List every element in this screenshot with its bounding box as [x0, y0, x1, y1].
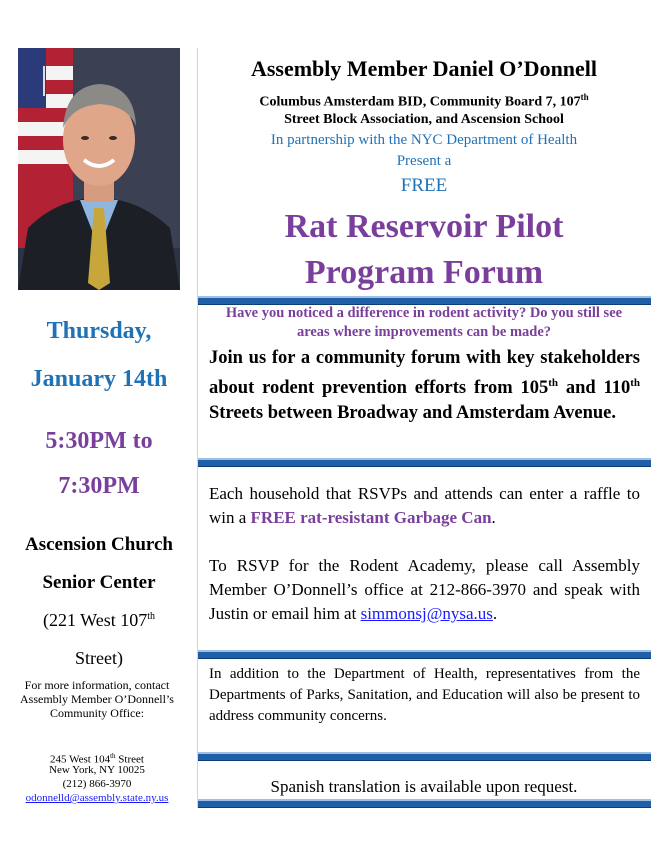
event-title-line-2: Program Forum	[304, 254, 544, 291]
office-street-after: Street	[115, 753, 144, 766]
join-text	[209, 346, 640, 426]
free-label: FREE	[400, 175, 448, 196]
assembly-member-photo	[18, 48, 180, 290]
rsvp-after: .	[492, 604, 498, 623]
join-sup-1: th	[548, 377, 558, 389]
venue-line-2: Senior Center	[42, 572, 156, 593]
venue-line-1: Ascension Church	[25, 534, 173, 555]
rsvp-text	[209, 554, 640, 626]
office-phone: (212) 866-3970	[62, 778, 132, 790]
venue-address-street: Street)	[75, 648, 123, 668]
office-city: New York, NY 10025	[49, 764, 145, 776]
partnership-text: In partnership with the NYC Department of Health	[270, 132, 578, 148]
divider-bar-2	[198, 458, 651, 467]
venue-address-text: (221 West 107	[43, 610, 148, 630]
present-text: Present a	[396, 153, 452, 169]
sponsors-line-2: Street Block Association, and Ascension School	[284, 112, 564, 127]
departments-text: In addition to the Department of Health, representatives from the Departments of Parks, Sanitation, and Education will also be present to address community concerns.	[209, 666, 640, 724]
event-title-line-1: Rat Reservoir Pilot	[284, 208, 564, 245]
page-title: Assembly Member Daniel O’Donnell	[250, 56, 598, 81]
divider-bar-5	[198, 799, 651, 808]
venue-address-sup: th	[147, 611, 155, 622]
office-street-sup: th	[110, 752, 116, 760]
question-text: Have you noticed a difference in rodent activity? Do you still see areas where improvements can be made?	[225, 305, 623, 340]
sponsors-line-1	[205, 88, 643, 112]
raffle-before: Each household that RSVPs and attends can enter a raffle to win a	[209, 484, 640, 527]
sponsors-line-1-text: Columbus Amsterdam BID, Community Board 7, 107	[259, 94, 581, 110]
office-email-link[interactable]: odonnelld@assembly.state.ny.us	[25, 792, 169, 804]
event-time-end: 7:30PM	[58, 473, 140, 499]
join-part-1: Join us for a community forum with key stakeholders about rodent prevention efforts from 105	[209, 348, 640, 399]
office-street-text: 245 West 104	[50, 753, 111, 766]
venue-address	[0, 610, 198, 631]
join-sup-2: th	[630, 377, 640, 389]
portrait-illustration	[18, 48, 180, 290]
rsvp-body: To RSVP for the Rodent Academy, please call Assembly Member O’Donnell’s office at 212-866-3970 and speak with Justin or email him at	[209, 556, 640, 623]
sponsors-sup: th	[580, 92, 589, 102]
spanish-text: Spanish translation is available upon request.	[270, 777, 578, 796]
raffle-after: .	[491, 508, 496, 527]
info-text: For more information, contact Assembly Member O’Donnell’s Community Office:	[20, 678, 174, 720]
event-day: Thursday,	[46, 318, 152, 344]
raffle-text	[209, 482, 640, 530]
divider-bar-3	[198, 650, 651, 659]
event-date: January 14th	[30, 366, 168, 392]
rsvp-email-link[interactable]: simmonsj@nysa.us	[360, 604, 493, 623]
raffle-highlight: FREE rat-resistant Garbage Can	[250, 508, 492, 527]
event-time-start: 5:30PM to	[45, 428, 153, 454]
divider-bar-4	[198, 752, 651, 761]
join-part-2: and 110	[558, 378, 631, 399]
join-part-3: Streets between Broadway and Amsterdam Avenue.	[209, 403, 616, 424]
